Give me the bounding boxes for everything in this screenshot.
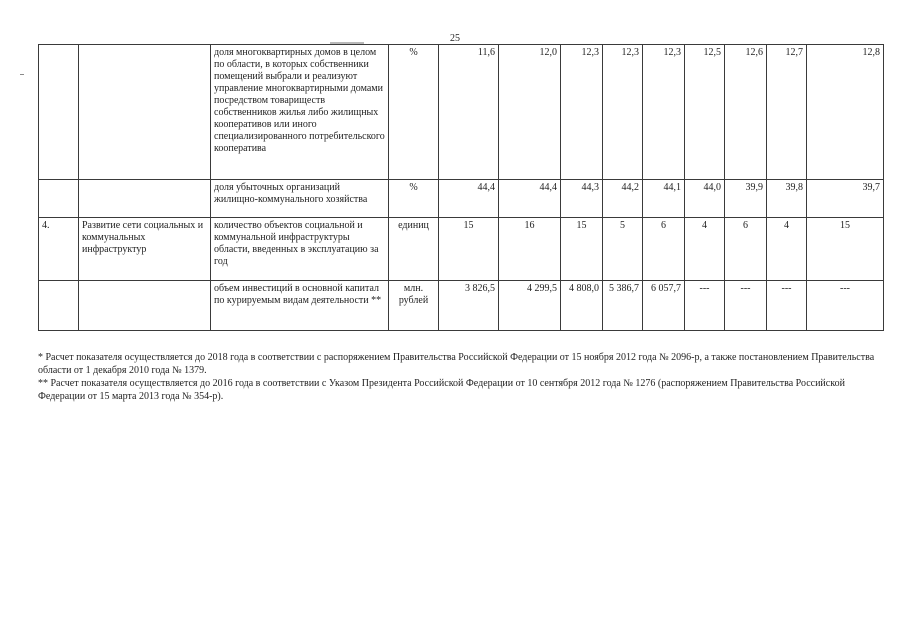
scan-mark xyxy=(20,74,24,75)
value-cell: 5 386,7 xyxy=(603,281,643,331)
value-cell: 44,4 xyxy=(499,180,561,218)
value-cell: 44,1 xyxy=(643,180,685,218)
value-cell: 4 xyxy=(685,218,725,281)
table-row xyxy=(39,45,884,180)
row-direction: Развитие сети социальных и коммунальных инфраструктур xyxy=(79,218,211,281)
table-row xyxy=(39,218,884,281)
value-cell: 44,0 xyxy=(685,180,725,218)
row-indicator: количество объектов социальной и коммунальной инфраструктуры области, введенных в эксплуатацию за год xyxy=(211,218,389,281)
row-unit: млн. рублей xyxy=(389,281,439,331)
footnotes xyxy=(38,352,878,404)
value-cell: 12,0 xyxy=(499,45,561,180)
value-cell: 44,3 xyxy=(561,180,603,218)
row-direction xyxy=(79,180,211,218)
value-cell: 39,9 xyxy=(725,180,767,218)
page-number: 25 xyxy=(450,33,460,44)
row-indicator: объем инвестиций в основной капитал по курируемым видам деятельности ** xyxy=(211,281,389,331)
row-index xyxy=(39,45,79,180)
row-unit: % xyxy=(389,45,439,180)
value-cell: 12,7 xyxy=(767,45,807,180)
value-cell: 3 826,5 xyxy=(439,281,499,331)
value-cell: 5 xyxy=(603,218,643,281)
footnote: * Расчет показателя осуществляется до 2018 года в соответствии с распоряжением Правительства Российской Федерации от 15 ноября 2012 года № 2096-р, а также постановлением Правительства области от 1 декабря 2010 года № 1379. xyxy=(38,352,875,376)
row-direction xyxy=(79,45,211,180)
value-cell: 4 808,0 xyxy=(561,281,603,331)
table-row xyxy=(39,180,884,218)
value-cell: 44,2 xyxy=(603,180,643,218)
row-unit: единиц xyxy=(389,218,439,281)
row-direction xyxy=(79,281,211,331)
value-cell: 39,8 xyxy=(767,180,807,218)
row-indicator: доля убыточных организаций жилищно-коммунального хозяйства xyxy=(211,180,389,218)
value-cell: 12,3 xyxy=(643,45,685,180)
value-cell: 4 xyxy=(767,218,807,281)
value-cell: --- xyxy=(767,281,807,331)
value-cell: 11,6 xyxy=(439,45,499,180)
value-cell: 6 xyxy=(643,218,685,281)
table-row xyxy=(39,281,884,331)
value-cell: 12,8 xyxy=(807,45,884,180)
row-index xyxy=(39,281,79,331)
value-cell: --- xyxy=(807,281,884,331)
value-cell: 4 299,5 xyxy=(499,281,561,331)
row-index: 4. xyxy=(39,218,79,281)
value-cell: 15 xyxy=(807,218,884,281)
value-cell: 12,3 xyxy=(603,45,643,180)
row-index xyxy=(39,180,79,218)
row-indicator: доля многоквартирных домов в целом по области, в которых собственники помещений выбрали и реализуют управление многоквартирными домами посредством товариществ собственников жилья либо жилищных кооперативов или иного специализированного потребительского кооператива xyxy=(211,45,389,180)
indicators-table xyxy=(38,44,884,331)
row-unit: % xyxy=(389,180,439,218)
footnote: ** Расчет показателя осуществляется до 2016 года в соответствии с Указом Президента Российской Федерации от 10 сентября 2012 года № 1276 (распоряжением Правительства Российской Федерации от 15 марта 2013 года № 354-р). xyxy=(38,378,845,402)
value-cell: 12,6 xyxy=(725,45,767,180)
value-cell: 16 xyxy=(499,218,561,281)
value-cell: 44,4 xyxy=(439,180,499,218)
value-cell: 6 057,7 xyxy=(643,281,685,331)
value-cell: 15 xyxy=(561,218,603,281)
value-cell: 6 xyxy=(725,218,767,281)
value-cell: --- xyxy=(725,281,767,331)
value-cell: 39,7 xyxy=(807,180,884,218)
value-cell: 12,3 xyxy=(561,45,603,180)
value-cell: 12,5 xyxy=(685,45,725,180)
value-cell: --- xyxy=(685,281,725,331)
value-cell: 15 xyxy=(439,218,499,281)
